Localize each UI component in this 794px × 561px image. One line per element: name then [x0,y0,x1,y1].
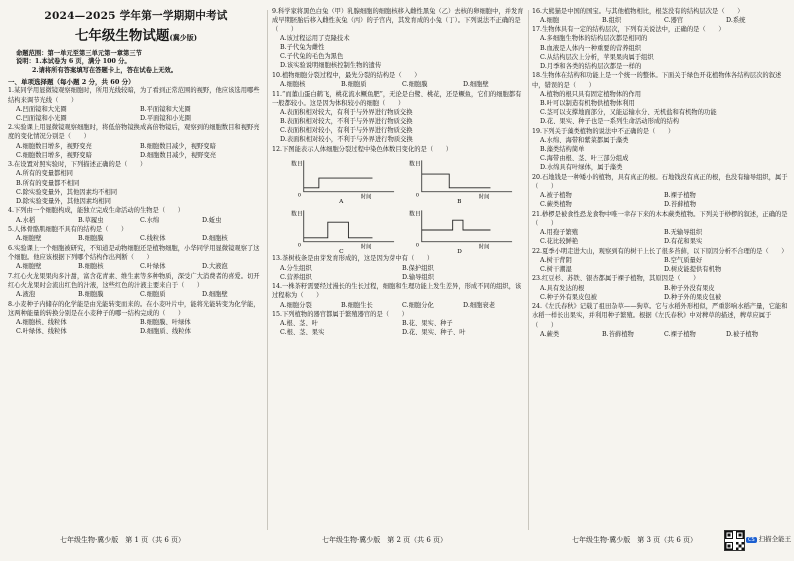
question-stem: 18.生物体在结构和功能上是一个统一的整体。下面关于绿色开花植物体各结构层次的叙述中，错误的是（ ） [532,72,782,89]
graph-origin: 0 [297,242,301,249]
answer-option: C.细胞膜 [402,80,428,88]
question-options [8,216,264,225]
column-divider [528,10,529,530]
answer-option: D.系统 [726,16,746,24]
answer-option: A.分生组织 [280,264,312,272]
question-options [272,301,524,310]
graph-letter: D [457,248,462,254]
answer-option: D.细胞衰老 [463,301,496,309]
question-options [8,169,264,205]
question [8,300,264,336]
answer-option: C.子代兔的毛色为黑色 [280,53,344,61]
question [532,302,788,338]
graph-axes [304,160,394,191]
answer-option: D.细胞壁 [463,80,489,88]
answer-option: D.平面镜和小光圈 [140,114,191,122]
graph-ylabel: 数目 [290,161,303,168]
question-options [8,234,264,243]
question [8,160,264,205]
answer-option: A.水绵、海带和紫菜都属于藻类 [540,136,629,144]
answer-option: B.血液是人体内一种重要的营养组织 [540,44,642,52]
page-3-column [532,6,788,526]
graph-xlabel: 时间 [360,194,372,201]
answer-option: A.液泡 [16,291,36,299]
answer-option: C.细胞数目增多，视野变暗 [16,151,92,159]
question-options [272,108,524,144]
answer-option: C.树干潮湿 [540,265,572,273]
question-stem: 15.下列植物的器官都属于繁殖器官的是（ ） [272,311,408,319]
question [272,7,524,71]
answer-option: C.从结构层次上分析，苹果果肉属于组织 [540,53,654,61]
answer-option: B.裸子植物 [664,191,696,199]
answer-option: A.该过程运用了克隆技术 [280,34,350,42]
graph-axes [422,160,512,191]
answer-option: A.树干背阴 [540,256,572,264]
answer-option: B.细胞膜、叶绿体 [140,318,191,326]
answer-option: C.蕨类植物 [540,200,572,208]
graph-xlabel: 时间 [478,244,490,251]
answer-option: A.用孢子繁殖 [540,228,579,236]
graph-letter: A [339,198,344,204]
exam-main-title: 七年级生物试题(冀少版) [74,28,198,44]
question-options [532,136,788,172]
answer-option: C.表面积相对较小，有利于与外界进行物质交换 [280,127,413,134]
answer-option: B.细胞生长 [341,301,373,309]
question-options [8,290,264,299]
question-options [532,256,788,274]
question-stem: 4.下列由一个细胞构成，能独立完成生命活动的生物是（ ） [8,207,185,215]
answer-option: A.细胞壁 [16,263,42,271]
graph-options [272,154,524,254]
question-stem: 5.人体骨骼肌细胞不具有的结构是（ ） [8,226,128,234]
question-options [272,80,524,89]
question-options [8,142,264,160]
question-stem: 6.实验课上一个细胞被研究，不知道是动物细胞还是植物细胞，小华同学用显微镜观察了这个细胞。他应该根据下列哪个结构作出判断（ ） [8,244,260,262]
answer-option: A.根、茎、叶 [280,320,319,328]
answer-option: C.器官 [664,16,684,24]
question-options [532,191,788,209]
question-stem: 16.大熊猫是中国的国宝。与其他植物相比，根茎没有的结构层次是（ ） [532,7,744,15]
question-stem: 21.桫椤是被食性恐龙食物中唯一幸存下来的木本蕨类植物。下列关于桫椤的叙述，正确的是（ ） [532,210,788,227]
graph-curve [304,222,373,238]
graph-axes [422,210,512,241]
qr-code-icon [724,530,745,551]
questions-page-2 [272,7,524,338]
answer-option: D.花、果实、种子、叶 [402,329,466,337]
questions-page-3 [532,7,788,339]
question [532,25,788,70]
question [272,145,524,254]
column-divider [267,10,268,530]
question-stem: 23.红豆杉、苏铁、银杏都属于裸子植物，其原因是（ ） [532,275,700,283]
question [8,86,264,122]
answer-option: A.被子植物 [540,191,572,199]
answer-option: D.除实验变量外，其他因素均相同 [16,197,111,205]
question [272,71,524,89]
question [532,173,788,209]
page-3-footer: 七年级生物·冀少版 第 3 页（共 6 页） [572,536,698,544]
section-heading: 一、单项选择题（每小题 2 分，共 60 分） [8,77,135,86]
answer-option: C.叶绿体、线粒体 [16,328,67,335]
answer-option: B.叶可以制造有机物供植物体利用 [540,99,635,107]
question [8,225,264,243]
answer-option: D.蚯虫 [202,216,222,224]
answer-option: B.种子外没有果皮 [664,284,715,292]
answer-option: C.线粒体 [140,235,166,243]
answer-option: B.表面积相对较大，不利于与外界进行物质交换 [280,117,413,125]
graph-origin: 0 [415,192,419,199]
answer-option: D.输导组织 [402,273,435,281]
answer-option: B.无输导组织 [664,228,703,236]
answer-option: A.细胞核 [280,80,306,88]
answer-option: B.保护组织 [402,264,434,272]
question [532,7,788,25]
question [272,254,524,281]
answer-option: D.细胞质、线粒体 [140,328,191,335]
exam-version: (冀少版) [169,33,198,42]
answer-option: D.细胞数目减少，视野变亮 [140,151,217,159]
graph-xlabel: 时间 [478,194,490,201]
question-options [8,318,264,336]
answer-option: A.蕨类 [540,330,560,338]
graph-ylabel: 数目 [408,161,421,168]
answer-option: C.叶绿体 [140,263,166,271]
answer-option: B.组织 [602,16,622,24]
chromosome-graph [290,156,398,204]
answer-option: C.茎可以支撑地面部分，又能运输水分、无机盐和有机物的功能 [540,108,717,116]
graph-option [290,206,398,254]
question [272,282,524,309]
question-stem: 3.在设置对照实验时，下列描述正确的是（ ） [8,161,147,169]
question [8,244,264,271]
answer-option: B.细胞核 [78,263,104,271]
question-stem: 7.红心火龙果果肉多汁甜，富含花青素、维生素等多种物质，深受广大消费者的喜爱。切开红心火龙果时会流出红色的汁液，这些红色的汁液主要来自于（ ） [8,272,260,289]
answer-option: D.种子外的果皮包被 [664,293,722,301]
answer-option: D.大液泡 [202,263,228,271]
answer-option: B.草履虫 [78,216,104,224]
answer-option: C.凹面镜和小光圈 [16,114,67,122]
answer-option: D.苔藓植物 [664,200,697,208]
graph-option [408,156,516,204]
graph-axes [304,210,394,241]
answer-option: C.营养组织 [280,273,312,281]
question [532,71,788,126]
question-options [8,105,264,123]
question-stem: 8.小麦种子内储存的化学能是由光能转变而来的。在小麦叶片中，能将光能转变为化学能，这两种能量的转换分别是在小麦种子的哪一结构完成的（ ） [8,300,260,317]
question [532,247,788,274]
page-2-column [272,6,524,526]
graph-letter: B [457,198,462,204]
answer-option: D.树皮能提供有机物 [664,265,722,273]
question-options [532,16,788,25]
graph-origin: 0 [415,242,419,249]
question [272,90,524,145]
question-options [272,34,524,70]
answer-option: D.有花和果实 [664,237,703,245]
answer-option: B.所有的变量都不相同 [16,179,80,187]
question-stem: 24.《左氏春秋》记载了祖田杂草——狗草。它与水稻外形相似，严重影响水稻产量，它能和水稻一样长出果实，并利用种子繁殖。根据《左氏春秋》中对稗草的描述，稗草应属于（ ） [532,303,788,329]
graph-ylabel: 数目 [408,211,421,218]
scanner-brand: CS 扫描全能王 [748,535,792,543]
question-options [272,264,524,282]
answer-option: A.具有发达的根 [540,284,585,292]
graph-curve [422,174,491,188]
page-1-column [8,6,264,526]
question [8,206,264,224]
answer-option: D.月季和各类的结构层次都是一样的 [540,62,642,70]
answer-option: C.细胞分化 [402,301,434,309]
answer-option: D.花、果实、种子也是一系列生命活动形成的结构 [540,117,680,125]
question-stem: 20.石地钱是一种矮小的植物，具有真正的根。石地钱没有真正的根，也没有输导组织，属于（ ） [532,173,788,190]
answer-option: C.细胞质 [140,291,166,299]
question-options [532,34,788,70]
graph-option [290,156,398,204]
answer-option: A.细胞数目增多，视野变亮 [16,142,92,150]
question-stem: 9.科学家将黑色白兔（甲）乳腺细胞的细胞核移入雌性黑兔（乙）去核的卵细胞中，并发育成早期胚胎后移入雌性灰兔（丙）的子宫内，其发育成的小兔（丁）。下列说法不正确的是（ ） [272,7,524,33]
question-options [532,284,788,302]
answer-option: A.细胞壁 [16,235,42,243]
question-stem: 17.生物体具有一定的结构层次，下列有关说法中，正确的是（ ） [532,26,725,34]
page-1-footer: 七年级生物·冀少版 第 1 页（共 6 页） [60,536,186,544]
exam-note-2: 2.请将所有答案填写在答题卡上，答在试卷上无效。 [32,67,178,75]
question [272,310,524,337]
question-options [272,319,524,337]
answer-option: B.细胞膜 [78,235,104,243]
question-options [532,330,788,339]
question-stem: 14.一株茶籽需要经过漫长的生长过程，细胞和生理功能上发生差异，形成不同的组织，该过程称为（ ） [272,283,522,300]
answer-option: D.水绵具有叶绿体，属于藻类 [540,163,623,171]
answer-option: D.被子植物 [726,330,759,338]
graph-xlabel: 时间 [360,244,372,251]
exam-scope: 命题范围：第一单元至第三单元第一章第三节 [16,50,142,57]
answer-option: B.空气质量好 [664,256,703,264]
answer-option: C.裸子植物 [664,330,696,338]
chromosome-graph [408,156,516,204]
answer-option: B.花、果实、种子 [402,320,453,328]
answer-option: B.细胞质 [341,80,367,88]
answer-option: A.细胞分裂 [280,301,312,309]
question-options [8,262,264,271]
answer-option: C.种子外有果皮包被 [540,293,597,301]
question-stem: 19.下列关于藻类植物的说法中不正确的是（ ） [532,127,675,135]
answer-option: B.藻类结构简单 [540,145,585,153]
graph-letter: C [339,248,344,254]
answer-option: C.除实验变量外，其他因素均不相同 [16,188,118,196]
question-stem: 22.夏季小明走进大山，观察到有的树干上长了很多苔藓，以下原因分析不合理的是（ ） [532,247,788,255]
graph-curve [422,220,491,230]
question-options [532,228,788,246]
question-options [532,90,788,126]
question [8,123,264,159]
scanner-logo-icon: CS [748,537,755,543]
answer-option: A.细胞 [540,16,560,24]
question-stem: 10.植物细胞分裂过程中，最先分裂的结构是（ ） [272,71,421,79]
graph-curve [304,178,373,188]
answer-option: A.所有的变量都相同 [16,170,73,178]
question [532,127,788,172]
answer-option: A.植物的根只具有固定植物体的作用 [540,90,642,98]
answer-option: B.细胞膜 [78,291,104,299]
graph-option [408,206,516,254]
page-2-footer: 七年级生物·冀少版 第 2 页（共 6 页） [322,536,448,544]
answer-option: A.多细胞生物体的结构层次都是相同的 [540,35,648,43]
answer-option: B.细胞数目减少，视野变暗 [140,142,216,150]
chromosome-graph [408,206,516,254]
answer-option: B.子代兔为雌性 [280,43,325,51]
question [532,274,788,301]
graph-ylabel: 数目 [290,211,303,218]
answer-option: D.该实验说明细胞核控制生物的遗传 [280,62,382,70]
exam-year-title: 2024—2025 学年第一学期期中考试 [44,10,228,22]
graph-origin: 0 [297,192,301,199]
answer-option: A.细胞核、线粒体 [16,318,67,326]
exam-note-1: 说明：1.本试卷为 6 页，满分 100 分。 [16,58,131,65]
answer-option: B.平面镜和大光圈 [140,105,191,113]
answer-option: B.苔藓植物 [602,330,634,338]
answer-option: A.凹面镜和大光圈 [16,105,67,113]
answer-option: D.细胞壁 [202,291,228,299]
question-stem: 2.实验课上用显微镜观察细胞时，将低倍物镜换成高倍物镜后，观察到的细胞数目和视野亮度的变化情况分别是（ ） [8,124,260,141]
question [532,210,788,246]
answer-option: A.表面积相对较大，有利于与外界进行物质交换 [280,108,413,116]
answer-option: A.水稻 [16,216,36,224]
question-stem: 12.下图能表示人体细胞分裂过程中染色体数目变化的是（ ） [272,145,453,153]
answer-option: C.水绵 [140,216,160,224]
answer-option: C.海带由根、茎、叶三部分组成 [540,154,629,162]
question-stem: 11.“而董山蛋白鹤飞，桃花流水鳜鱼肥”，无论是白鹭、桃花，还是鳜鱼，它们的细胞都有一般都较小。这是因为体积较小的细胞（ ） [272,90,522,107]
answer-option: C.根、茎、果实 [280,329,325,337]
question [8,272,264,299]
chromosome-graph [290,206,398,254]
answer-option: C.花比较鲜艳 [540,237,579,245]
questions-page-1 [8,86,264,336]
answer-option: D.细胞核 [202,235,228,243]
answer-option: D.表面积相对较小，不利于与外界进行物质交换 [280,136,413,144]
question-stem: 13.茶树枝条是由芽发育形成的，这是因为芽中有（ ） [272,255,434,263]
question-stem: 1.某同学用显微镜观察细胞时，所用光线较暗，为了看到正常范围的视野，他应该选用哪些结构来调节光线（ ） [8,87,260,104]
